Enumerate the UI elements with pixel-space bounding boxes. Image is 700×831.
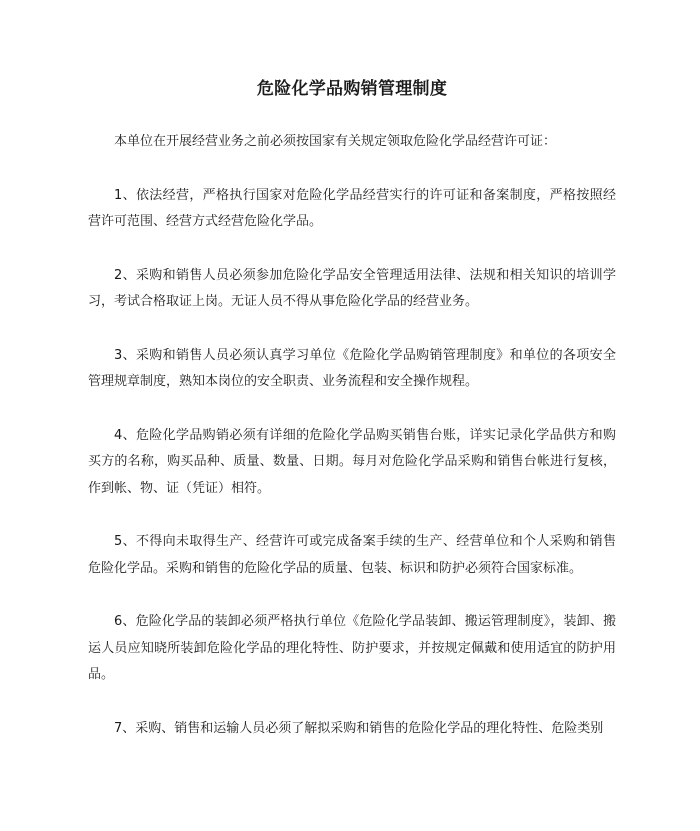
rule-paragraph-2: 2、采购和销售人员必须参加危险化学品安全管理适用法律、法规和相关知识的培训学习，考试合格取证上岗。无证人员不得从事危险化学品的经营业务。 [88,267,616,309]
rule-paragraph-6: 6、危险化学品的装卸必须严格执行单位《危险化学品装卸、搬运管理制度》，装卸、搬运人员应知晓所装卸危险化学品的理化特性、防护要求，并按规定佩戴和使用适宜的防护用品。 [88,614,616,682]
intro-paragraph: 本单位在开展经营业务之前必须按国家有关规定领取危险化学品经营许可证： [114,134,557,149]
rule-paragraph-7: 7、采购、销售和运输人员必须了解拟采购和销售的危险化学品的理化特性、危险类别 [114,720,604,736]
rule-paragraph-3: 3、采购和销售人员必须认真学习单位《危险化学品购销管理制度》和单位的各项安全管理规章制度，熟知本岗位的安全职责、业务流程和安全操作规程。 [88,347,616,389]
rule-paragraph-1: 1、依法经营，严格执行国家对危险化学品经营实行的许可证和备案制度，严格按照经营许可范围、经营方式经营危险化学品。 [88,187,616,229]
document-title: 危险化学品购销管理制度 [256,79,448,99]
rule-paragraph-5: 5、不得向未取得生产、经营许可或完成备案手续的生产、经营单位和个人采购和销售危险化学品。采购和销售的危险化学品的质量、包装、标识和防护必须符合国家标准。 [88,534,616,576]
rule-paragraph-4: 4、危险化学品购销必须有详细的危险化学品购买销售台账，详实记录化学品供方和购买方的名称，购买品种、质量、数量、日期。每月对危险化学品采购和销售台帐进行复核，作到帐、物、证（凭证）相符。 [88,427,616,496]
